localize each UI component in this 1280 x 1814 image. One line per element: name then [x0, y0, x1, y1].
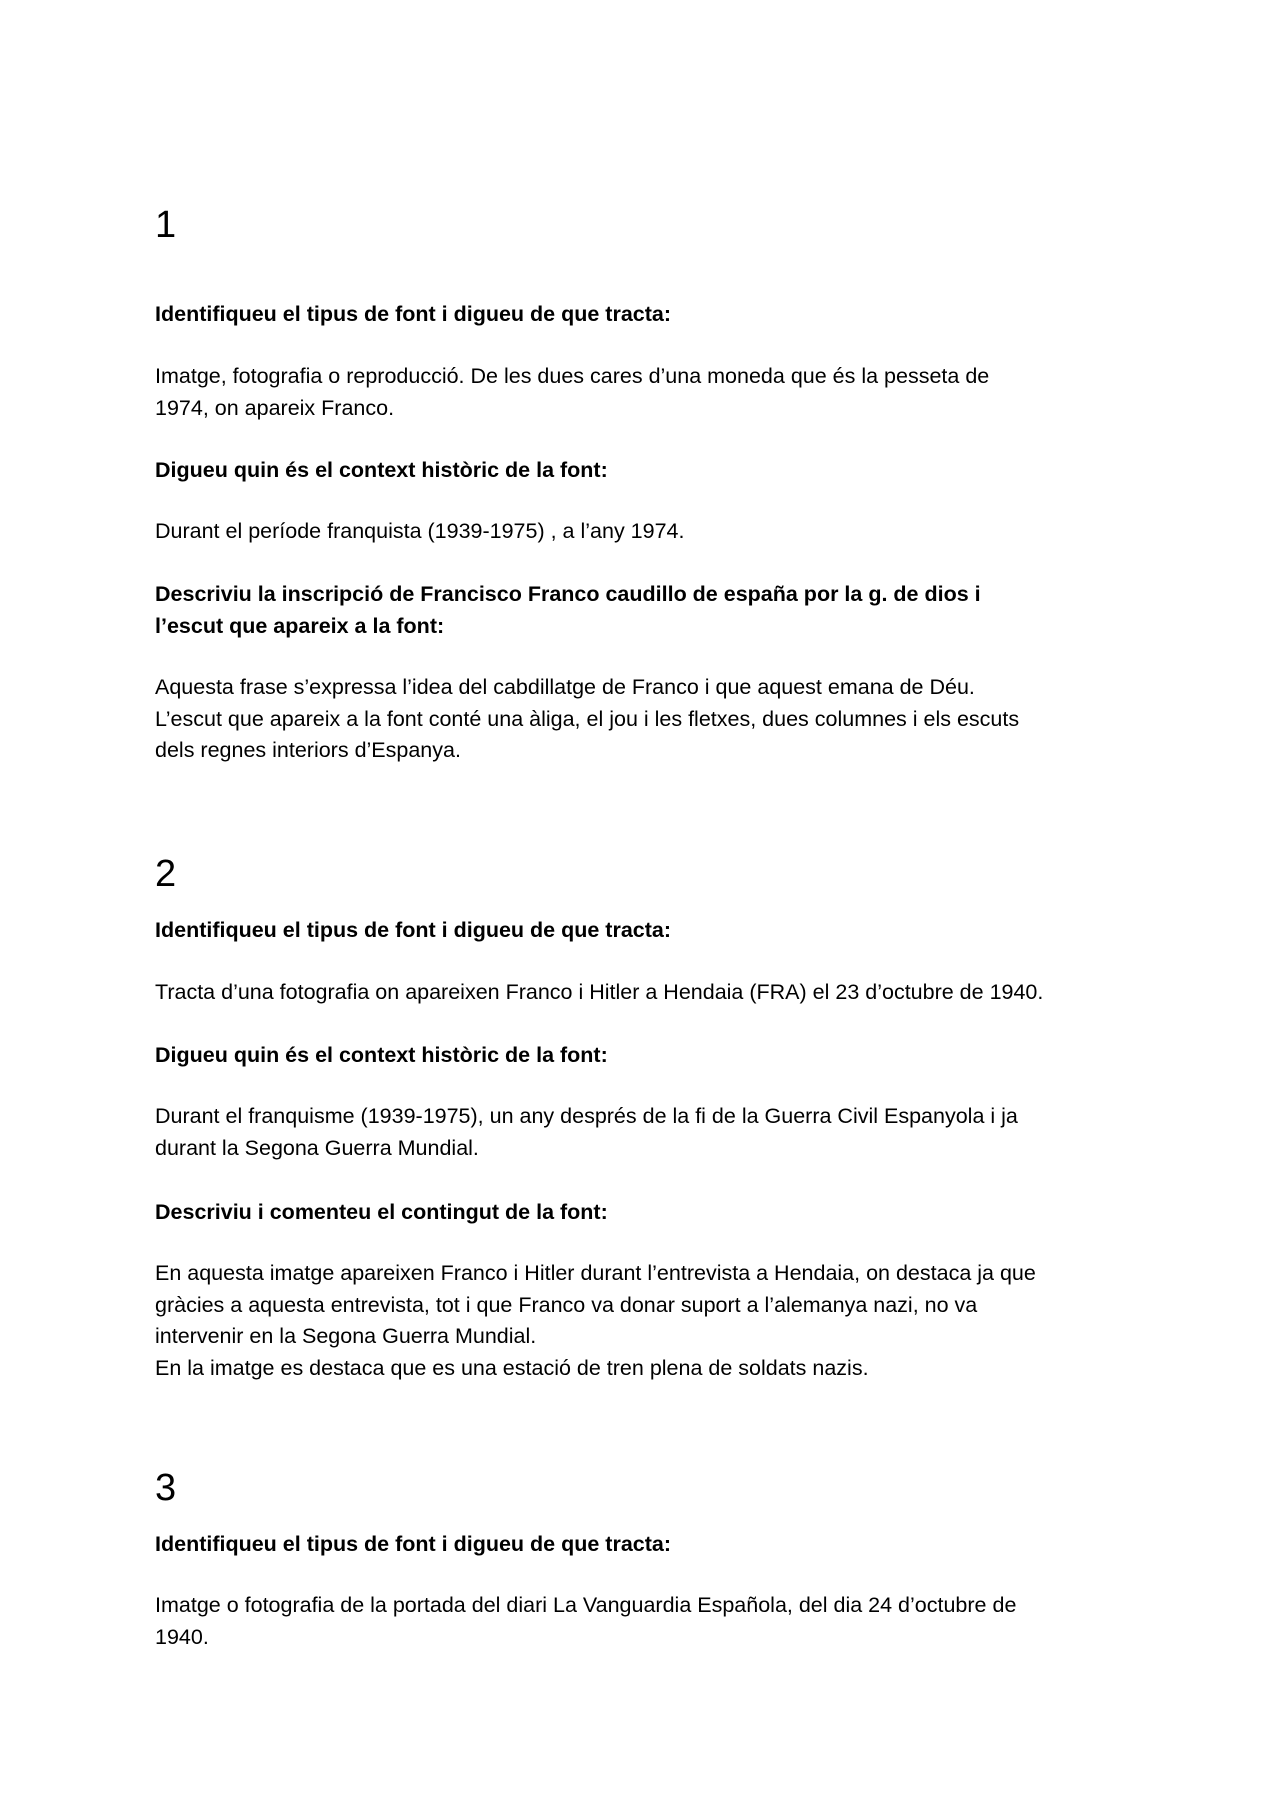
section-1-answer-2: Durant el període franquista (1939-1975) , a l’any 1974.	[155, 519, 685, 543]
section-2-number: 2	[155, 853, 177, 895]
section-3-answer-1: Imatge o fotografia de la portada del diari La Vanguardia Española, del dia 24 d’octubre de 1940.	[155, 1593, 1017, 1649]
section-3-question-1: Identifiqueu el tipus de font i digueu de que tracta:	[155, 1532, 672, 1556]
section-2-answer-2: Durant el franquisme (1939-1975), un any després de la fi de la Guerra Civil Espanyola i ja durant la Segona Guerra Mundial.	[155, 1104, 1018, 1160]
section-1-question-1: Identifiqueu el tipus de font i digueu de que tracta:	[155, 302, 672, 326]
section-1-question-3: Descriviu la inscripció de Francisco Franco caudillo de españa por la g. de dios i l’escut que apareix a la font:	[155, 582, 981, 638]
section-2-answer-3: En aquesta imatge apareixen Franco i Hitler durant l’entrevista a Hendaia, on destaca ja que gràcies a aquesta entrevista, tot i que Franco va donar suport a l’alemanya nazi, no va intervenir en la Segona Guerra Mundial. En la imatge es destaca que es una estació de tren plena de soldats nazis.	[155, 1261, 1036, 1380]
section-1-question-2: Digueu quin és el context històric de la font:	[155, 458, 608, 482]
section-2-answer-1: Tracta d’una fotografia on apareixen Franco i Hitler a Hendaia (FRA) el 23 d’octubre de 1940.	[155, 980, 1044, 1004]
section-1-answer-1: Imatge, fotografia o reproducció. De les dues cares d’una moneda que és la pesseta de 1974, on apareix Franco.	[155, 364, 990, 420]
section-1-number: 1	[155, 204, 177, 246]
section-2-question-2: Digueu quin és el context històric de la font:	[155, 1043, 608, 1067]
section-1-answer-3: Aquesta frase s’expressa l’idea del cabdillatge de Franco i que aquest emana de Déu. L’escut que apareix a la font conté una àliga, el jou i les fletxes, dues columnes i els escuts dels regnes interiors d’Espanya.	[155, 675, 1020, 762]
section-2-question-3: Descriviu i comenteu el contingut de la font:	[155, 1200, 608, 1224]
section-2-question-1: Identifiqueu el tipus de font i digueu de que tracta:	[155, 918, 672, 942]
section-3-number: 3	[155, 1467, 177, 1509]
